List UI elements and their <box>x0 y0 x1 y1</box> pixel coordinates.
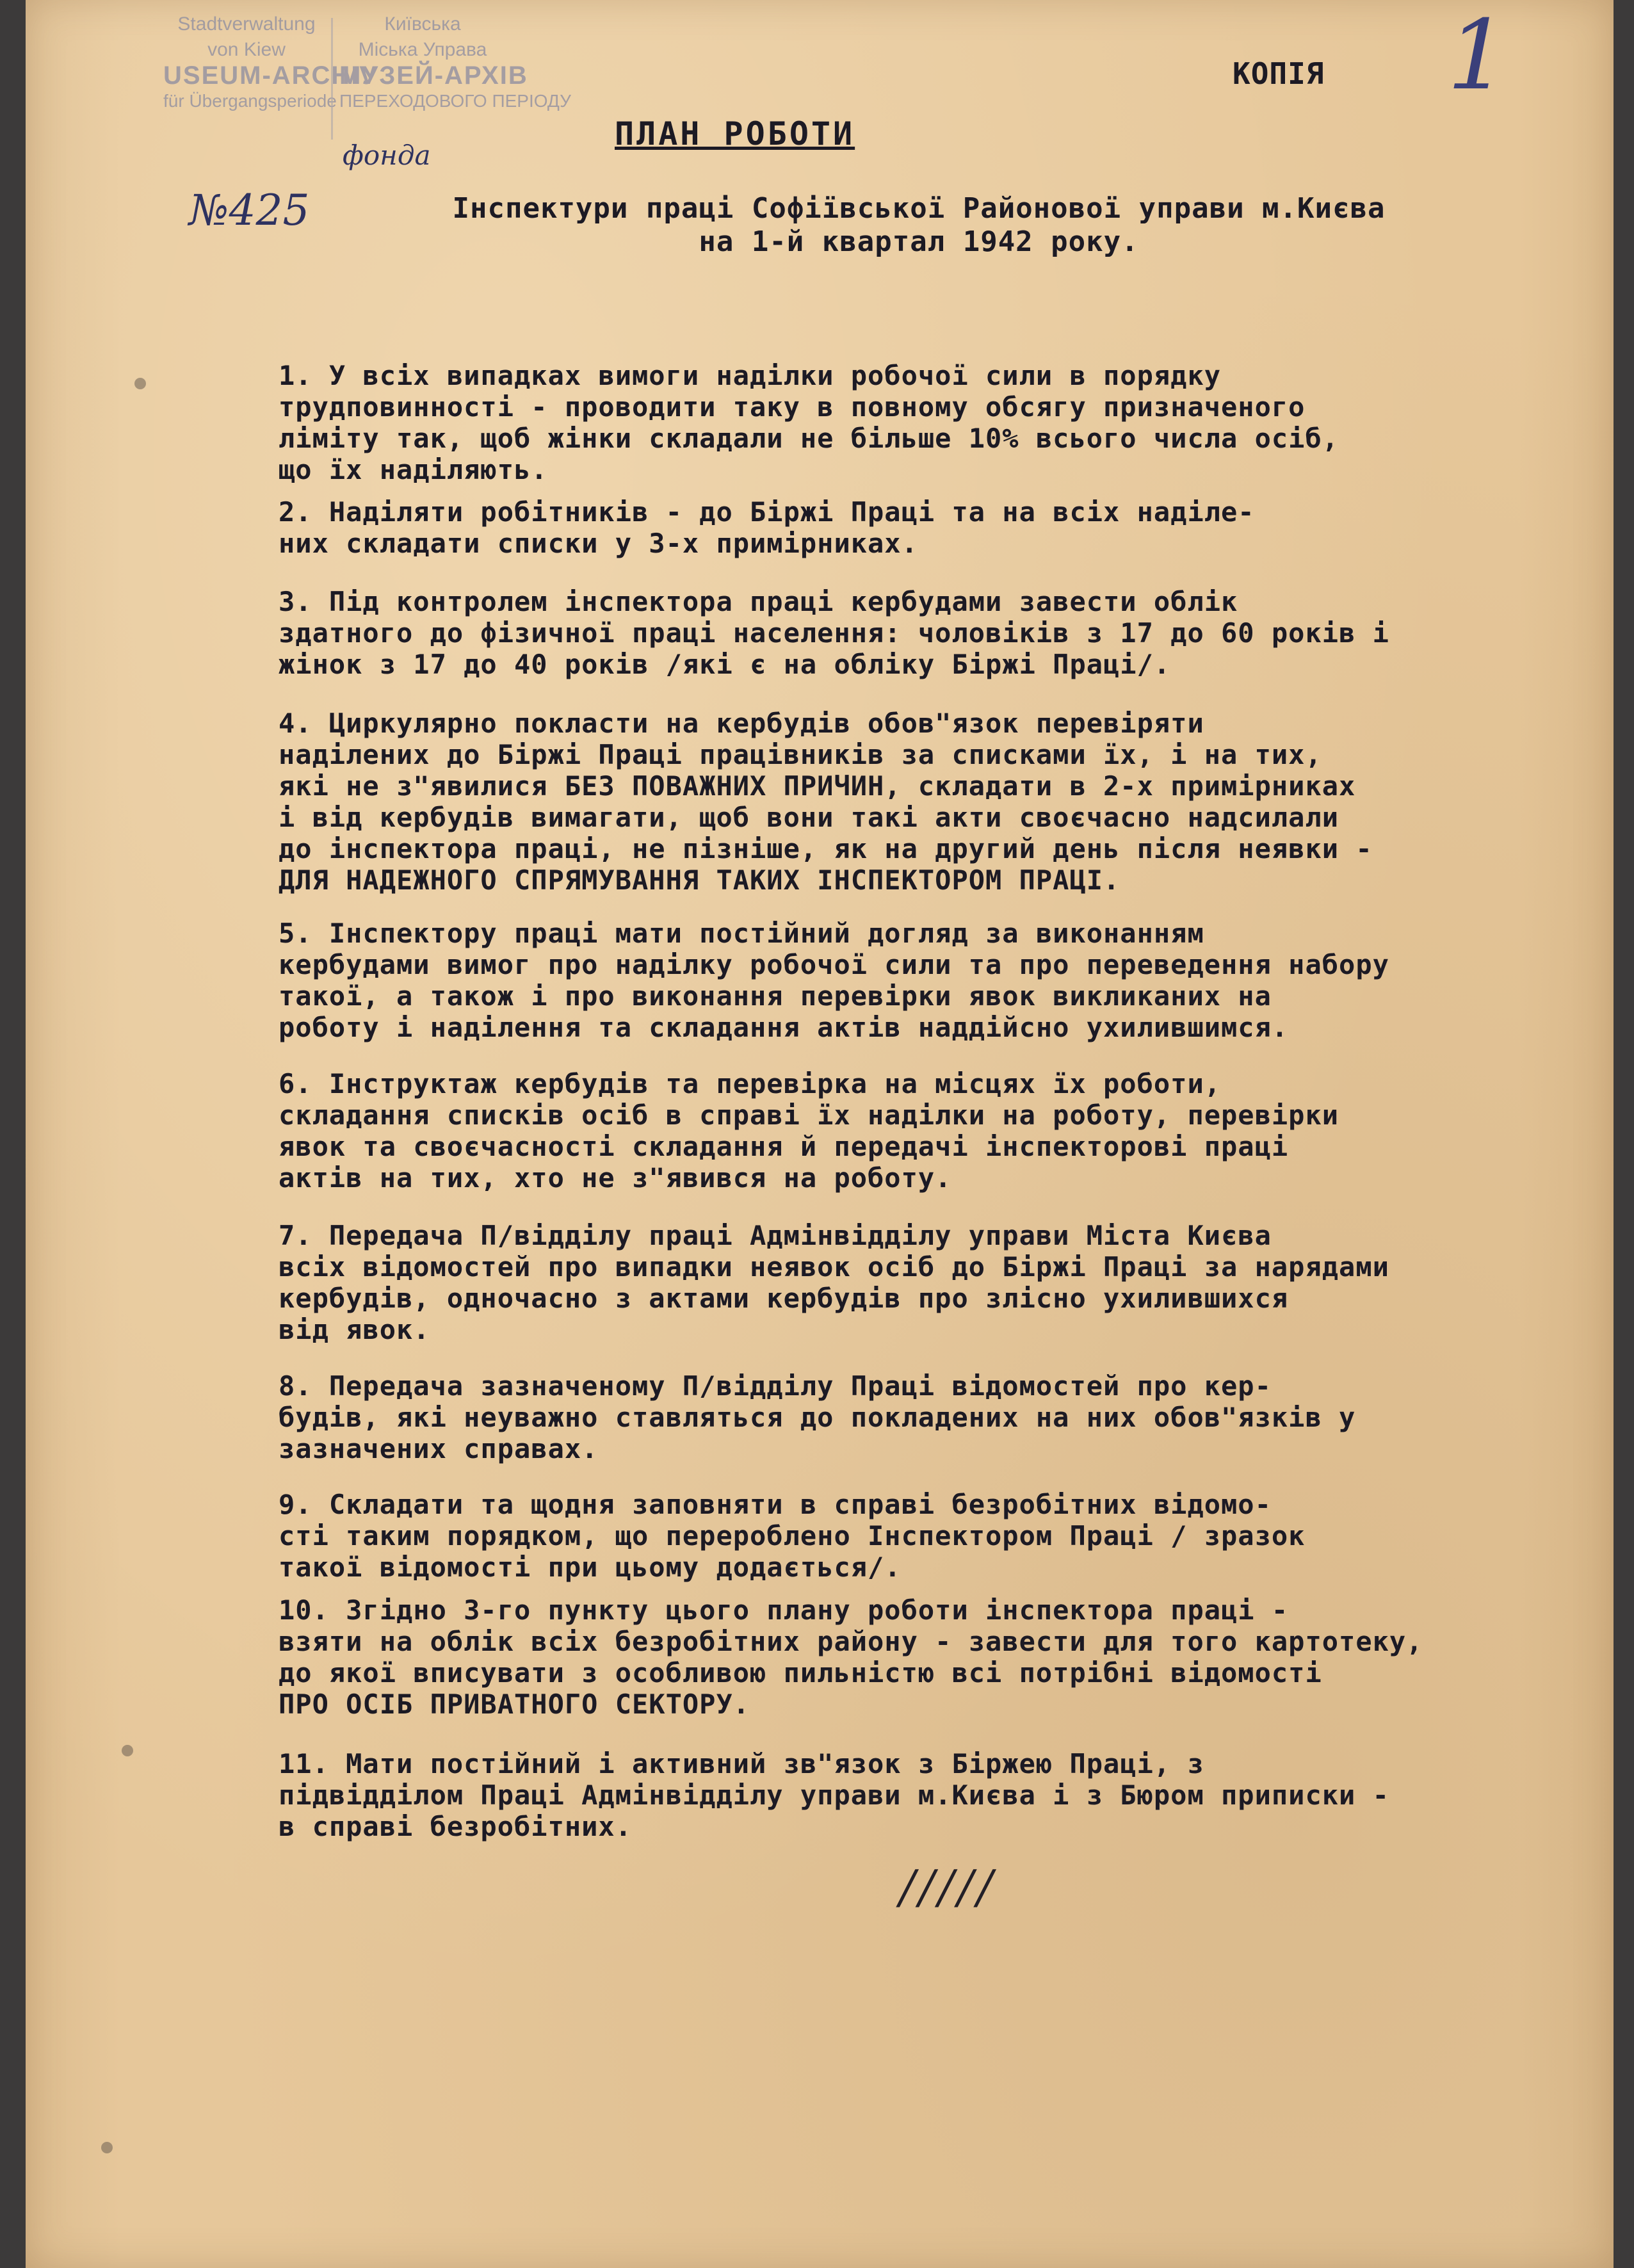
plan-item-4: 4. Циркулярно покласти на кербудів обов"язок перевіряти наділених до Біржі Праці працівників за списками їх, і на тих, які не з"явилися БЕЗ ПОВАЖНИХ ПРИЧИН, складати в 2-х примірниках і від кербудів вимагати, щоб вони такі акти своєчасно надсилали до інспектора праці, не пізніше, як на другий день після неявки - ДЛЯ НАДЕЖНОГО СПРЯМУВАННЯ ТАКИХ ІНСПЕКТОРОМ ПРАЦІ. <box>279 708 1373 896</box>
plan-item-3: 3. Під контролем інспектора праці кербудами завести облік здатного до фізичної праці населення: чоловіків з 17 до 60 років і жінок з 17 до 40 років /які є на обліку Біржі Праці/. <box>279 586 1389 680</box>
archive-stamp <box>163 12 571 146</box>
binding-hole <box>122 1745 133 1756</box>
stamp-line: für Übergangsperiode <box>163 91 337 111</box>
plan-item-7: 7. Передача П/відділу праці Адмінвідділу управи Міста Києва всіх відомостей про випадки неявок осіб до Біржі Праці за нарядами кербудів, одночасно з актами кербудів про злісно ухилившихся від явок. <box>279 1220 1389 1345</box>
stamp-line: Міська Управа <box>358 39 487 60</box>
copy-label: КОПІЯ <box>1233 56 1325 91</box>
subtitle-line: Інспектури праці Софіївської Районової управи м.Києва <box>452 192 1386 225</box>
stamp-line: МУЗЕЙ-АРХІВ <box>339 61 528 90</box>
document-title: ПЛАН РОБОТИ <box>615 115 855 152</box>
plan-item-1: 1. У всіх випадках вимоги наділки робочої сили в порядку трудповинності - проводити таку в повному обсягу призначеного ліміту так, щоб жінки складали не більше 10% всього числа осіб, що їх наділяють. <box>279 360 1339 485</box>
plan-item-10: 10. Згідно 3-го пункту цього плану роботи інспектора праці - взяти на облік всіх безробітних району - завести для того картотеку, до якої вписувати з особливою пильністю всі потрібні відомості ПРО ОСІБ ПРИВАТНОГО СЕКТОРУ. <box>279 1594 1423 1720</box>
closing-mark: ///// <box>900 1860 997 1914</box>
stamp-ukrainian-column <box>339 12 571 114</box>
stamp-line: Stadtverwaltung <box>177 13 316 35</box>
plan-item-8: 8. Передача зазначеному П/відділу Праці відомостей про кер- будів, які неуважно ставляться до покладених на них обов"язків у зазначених справах. <box>279 1370 1356 1464</box>
stamp-german-column <box>163 12 378 114</box>
plan-item-5: 5. Інспектору праці мати постійний догляд за виконанням кербудами вимог про наділку робочої сили та про переведення набору такої, а також і про виконання перевірки явок викликаних на роботу і наділення та складання актів наддійсно ухилившимся. <box>279 918 1389 1043</box>
stamp-line: Київська <box>384 13 461 35</box>
stamp-line: USEUM-ARCHIV <box>163 61 378 90</box>
fond-annotation: фонда <box>343 140 431 171</box>
page-number-annotation: 1 <box>1447 0 1509 111</box>
binding-hole <box>134 378 146 389</box>
binding-hole <box>101 2142 113 2153</box>
stamp-line: ПЕРЕХОДОВОГО ПЕРІОДУ <box>339 91 571 111</box>
record-number-annotation: №425 <box>189 186 310 235</box>
plan-item-6: 6. Інструктаж кербудів та перевірка на місцях їх роботи, складання списків осіб в справі їх наділки на роботу, перевірки явок та своєчасності складання й передачі інспекторові праці актів на тих, хто не з"явився на роботу. <box>279 1068 1339 1194</box>
stamp-divider <box>331 18 333 140</box>
subtitle-line: на 1-й квартал 1942 року. <box>699 225 1139 258</box>
plan-item-2: 2. Наділяти робітників - до Біржі Праці та на всіх наділе- них складати списки у 3-х примірниках. <box>279 496 1255 559</box>
document-sheet <box>26 0 1614 2268</box>
stamp-line: von Kiew <box>207 39 286 60</box>
plan-item-9: 9. Складати та щодня заповняти в справі безробітних відомо- сті таким порядком, що перероблено Інспектором Праці / зразок такої відомості при цьому додається/. <box>279 1489 1306 1583</box>
plan-item-11: 11. Мати постійний і активний зв"язок з Біржею Праці, з підвідділом Праці Адмінвідділу управи м.Києва і з Бюром приписки - в справі безробітних. <box>279 1748 1389 1842</box>
document-subtitle <box>359 192 1479 259</box>
